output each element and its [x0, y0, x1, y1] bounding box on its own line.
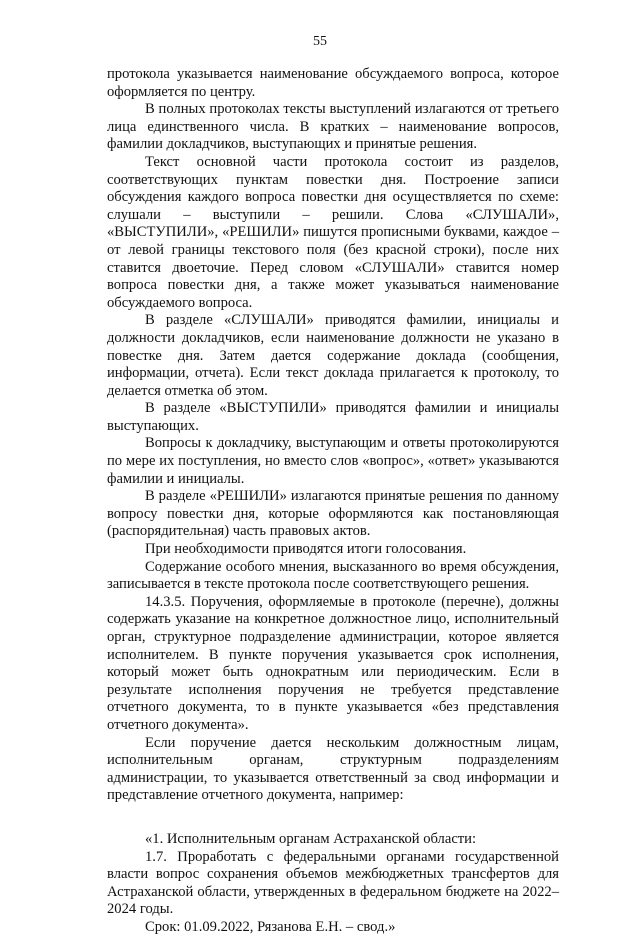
- paragraph: Текст основной части протокола состоит из разделов, соответствующих пунктам повестки дня. Построение записи обсуждения каждого вопроса повестки дня осуществляется по схеме: слушали – выступили – решили. Слова «СЛУШАЛИ», «ВЫСТУПИЛИ», «РЕШИЛИ» пишутся прописными буквами, каждое – от левой границы текстового поля (без красной строки), после них ставится двоеточие. Перед словом «СЛУШАЛИ» ставится номер вопроса повестки дня, а также может указываться наименование обсуждаемого вопроса.: [107, 153, 559, 311]
- example-line: 1.7. Проработать с федеральными органами государственной власти вопрос сохранения объемов межбюджетных трансфертов для Астраханской области, утвержденных в федеральном бюджете на 2022–2024 годы.: [107, 848, 559, 918]
- paragraph: В разделе «ВЫСТУПИЛИ» приводятся фамилии и инициалы выступающих.: [107, 400, 559, 434]
- page-number: 55: [313, 34, 327, 49]
- paragraph: В полных протоколах тексты выступлений излагаются от третьего лица единственного числа. В кратких – наименование вопросов, фамилии докладчиков, выступающих и принятые решения.: [107, 101, 559, 153]
- paragraph: В разделе «РЕШИЛИ» излагаются принятые решения по данному вопросу повестки дня, которые оформляются как постановляющая (распорядительная) часть правовых актов.: [107, 488, 559, 540]
- body-text: [107, 66, 559, 937]
- paragraph: Вопросы к докладчику, выступающим и ответы протоколируются по мере их поступления, но вместо слов «вопрос», «ответ» указываются фамилии и инициалы.: [107, 435, 559, 487]
- paragraph: В разделе «СЛУШАЛИ» приводятся фамилии, инициалы и должности докладчиков, если наименование должности не указано в повестке дня. Затем дается содержание доклада (сообщения, информации, отчета). Если текст доклада прилагается к протоколу, то делается отметка об этом.: [107, 312, 559, 399]
- example-block: [107, 831, 559, 937]
- paragraph: Содержание особого мнения, высказанного во время обсуждения, записывается в тексте протокола после соответствующего решения.: [107, 558, 559, 593]
- paragraph: протокола указывается наименование обсуждаемого вопроса, которое оформляется по центру.: [107, 66, 559, 100]
- example-line: «1. Исполнительным органам Астраханской области:: [145, 830, 477, 847]
- example-line: Срок: 01.09.2022, Рязанова Е.Н. – свод.»: [145, 918, 396, 935]
- paragraph: Если поручение дается нескольким должностным лицам, исполнительным органам, структурным подразделениям администрации, то указывается ответственный за свод информации и представление отчетного документа, например:: [107, 734, 559, 804]
- paragraph: При необходимости приводятся итоги голосования.: [145, 541, 467, 558]
- paragraph: 14.3.5. Поручения, оформляемые в протоколе (перечне), должны содержать указание на конкретное должностное лицо, исполнительный орган, структурное подразделение администрации, которое является исполнителем. В пункте поручения указывается срок исполнения, который может быть однократным или периодическим. Если в результате исполнения поручения не требуется представление отчетного документа, то в пункте указывается «без представления отчетного документа».: [107, 593, 559, 733]
